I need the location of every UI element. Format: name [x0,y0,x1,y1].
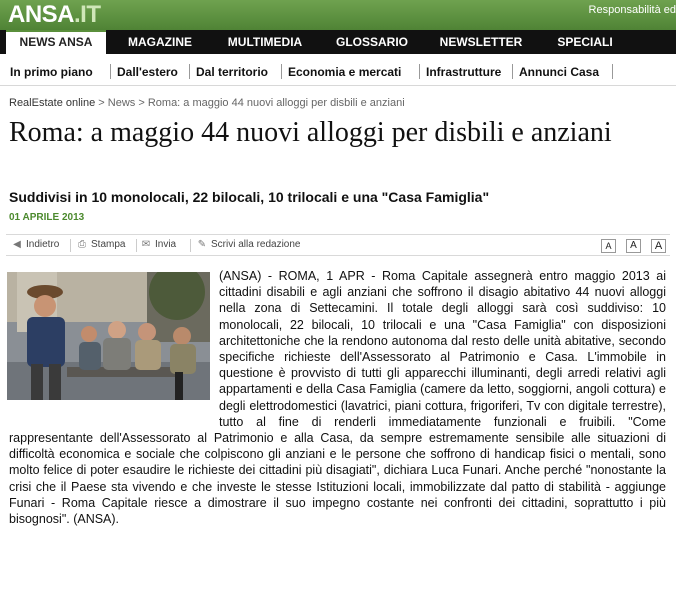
write-editor-button[interactable] [196,239,301,250]
article-subtitle: Suddivisi in 10 monolocali, 22 bilocali, 10 trilocali e una "Casa Famiglia" [9,189,490,205]
subnav-infrastrutture[interactable]: Infrastrutture [426,65,502,79]
chevron-left-icon: ◀ [13,239,21,250]
logo-suffix: .IT [74,1,101,28]
subnav-estero[interactable]: Dall'estero [117,65,178,79]
nav-speciali[interactable]: SPECIALI [557,35,613,49]
subnav-divider [512,64,513,79]
brand-bar [0,0,676,30]
main-nav [0,30,676,54]
breadcrumb-section[interactable]: News [107,97,136,109]
font-medium-button[interactable]: A [626,239,641,253]
breadcrumb-separator: > [135,97,148,109]
subnav-primo-piano[interactable]: In primo piano [10,65,93,79]
pencil-icon: ✎ [197,239,207,250]
ansa-logo[interactable] [8,1,101,29]
font-small-button[interactable]: A [601,239,616,253]
article-title: Roma: a maggio 44 nuovi alloggi per disbili e anziani [9,117,612,148]
back-button[interactable] [11,239,59,250]
breadcrumb-current: Roma: a maggio 44 nuovi alloggi per disbili e anziani [147,97,405,109]
subnav-divider [612,64,613,79]
sub-nav [0,58,676,86]
send-button[interactable] [140,239,176,250]
nav-magazine[interactable]: MAGAZINE [128,35,192,49]
print-label: Stampa [91,239,126,250]
article-body: (ANSA) - ROMA, 1 APR - Roma Capitale assegnerà entro maggio 2013 ai cittadini disabili e agli anziani che soffrono il disagio abitativo 44 nuovi alloggi nella zona di Settecamini. Il totale degli alloggi sarà così suddiviso: 10 monolocali, 22 bilocali, 10 trilocali e una "Casa Famiglia" con disposizioni architettoniche che la rendono autonoma dal resto delle unità abitative, secondo specifiche richieste dell'Assessorato al Patrimonio e Casa. L'immobile in questione è provvisto di tutti gli apparecchi illuminanti, degli arredi relativi agli appartamenti e della Casa Famiglia (camere da letto, soggiorni, angoli cottura) e degli elettrodomestici (lavatrici, piani cottura, frigoriferi, Tv con digitale terrestre), tutto al fine di renderli immediatamente funzionali e fruibili. "Come rappresentante dell'Assessorato al Patrimonio e alla Casa, da sempre estremamente sensibile alle situazioni di difficoltà economica e sociale che colpiscono gli anziani e le persone che soffrono di handicap fisici o mentali, sono molto felice di poter esaudire le richieste dei cittadini più disagiati", dichiara Luca Funari. Anche perché "nonostante la crisi che il Paese sta vivendo e che investe le stesse Istituzioni locali, immobilizzate dal patto di stabilità - aggiunge Funari - Roma Capitale riesce a dimostrare il suo impegno costante nei confronti dei cittadini, soprattutto i più bisognosi". (ANSA). [9,269,666,527]
toolbar-divider [190,239,191,252]
printer-icon: ⎙ [78,239,86,250]
article-toolbar [6,234,670,256]
subnav-divider [281,64,282,79]
subnav-economia[interactable]: Economia e mercati [288,65,402,79]
breadcrumb-separator: > [95,97,108,109]
subnav-territorio[interactable]: Dal territorio [196,65,269,79]
nav-glossario[interactable]: GLOSSARIO [335,35,408,49]
responsabilita-link[interactable]: Responsabilità ed [588,4,676,16]
subnav-divider [110,64,111,79]
breadcrumb [9,97,405,109]
toolbar-divider [136,239,137,252]
nav-newsletter[interactable]: NEWSLETTER [439,35,523,49]
subnav-divider [189,64,190,79]
back-label: Indietro [26,239,60,250]
nav-news-ansa[interactable]: NEWS ANSA [6,30,106,54]
subnav-divider [419,64,420,79]
send-label: Invia [155,239,177,250]
article-date: 01 APRILE 2013 [9,212,85,223]
print-button[interactable] [76,239,125,250]
toolbar-divider [70,239,71,252]
write-label: Scrivi alla redazione [211,239,301,250]
logo-main: ANSA [8,1,75,28]
font-large-button[interactable]: A [651,239,666,253]
envelope-icon: ✉ [141,239,151,250]
nav-multimedia[interactable]: MULTIMEDIA [227,35,303,49]
subnav-annunci-casa[interactable]: Annunci Casa [519,65,600,79]
breadcrumb-home[interactable]: RealEstate online [9,97,96,109]
